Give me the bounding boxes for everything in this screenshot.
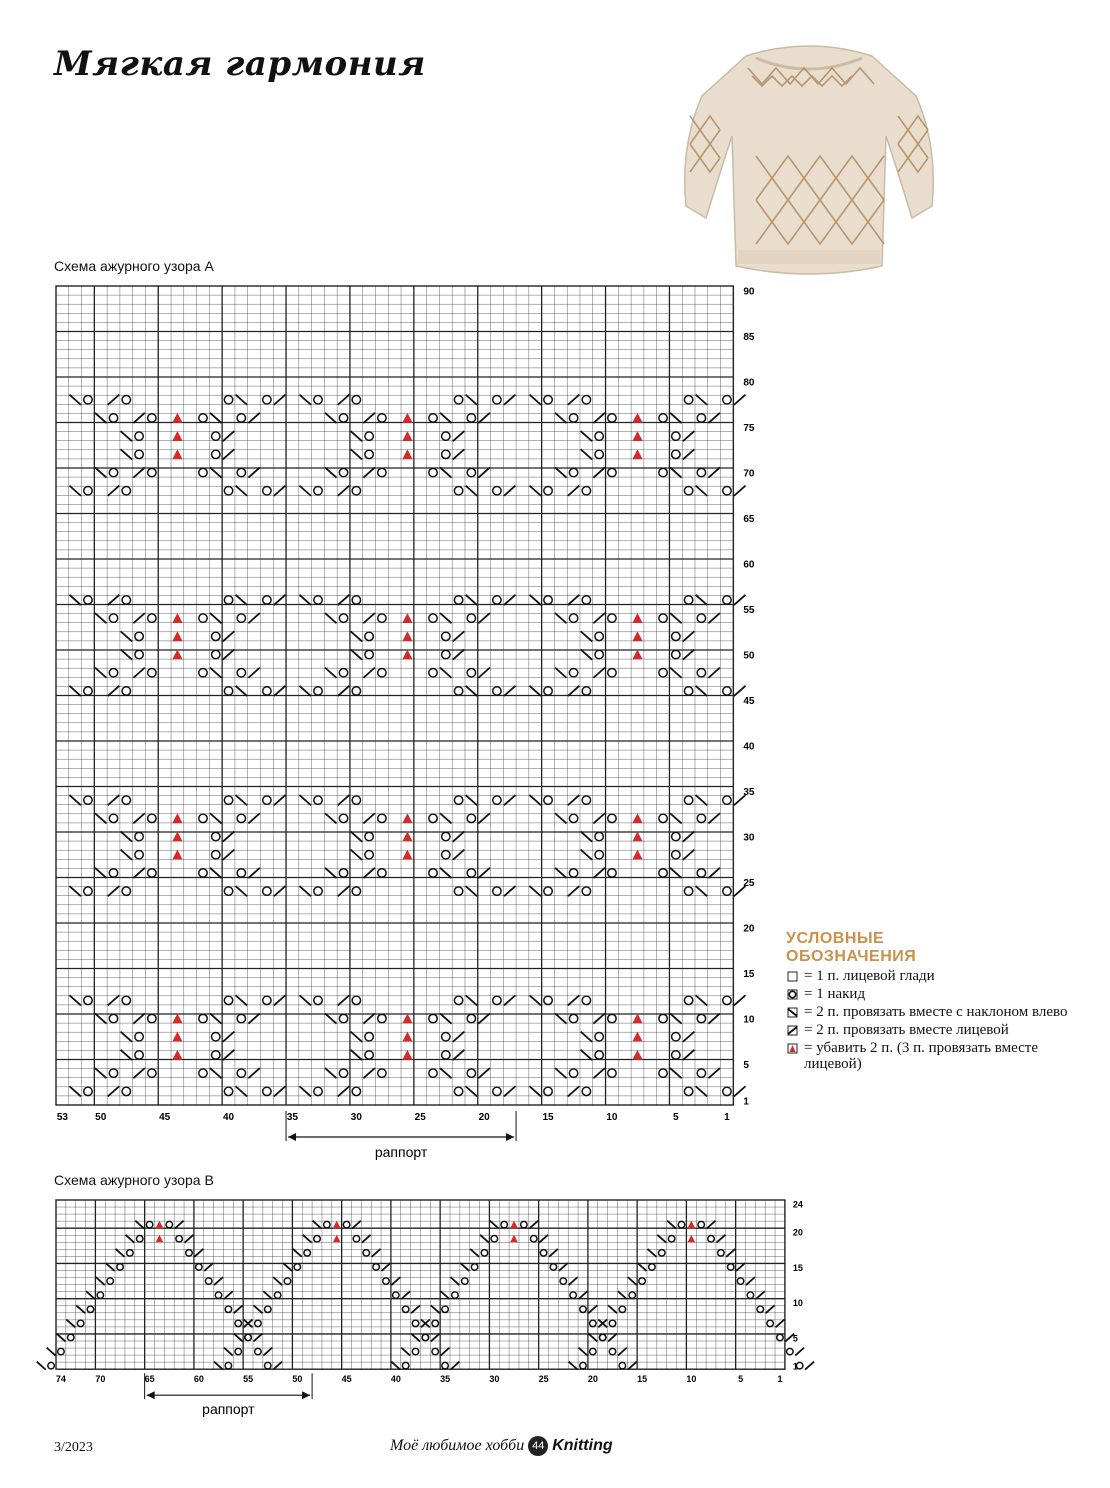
column-label: 1	[724, 1112, 730, 1123]
legend-item: = 2 п. провязать вместе лицевой	[786, 1022, 1086, 1038]
row-label: 50	[743, 650, 755, 662]
column-label: 30	[350, 1112, 362, 1123]
column-label: 55	[243, 1374, 254, 1385]
k2tog-right-mark	[734, 595, 746, 605]
row-label: 1	[743, 1096, 749, 1108]
column-label: 70	[95, 1374, 106, 1385]
column-label: 5	[673, 1112, 679, 1123]
column-label: 50	[95, 1112, 107, 1123]
column-label: 10	[686, 1374, 697, 1385]
row-label: 55	[743, 605, 755, 617]
legend-title-line1: УСЛОВНЫЕ	[786, 930, 885, 947]
legend-title-line2: ОБОЗНАЧЕНИЯ	[786, 948, 917, 965]
footer-magazine	[390, 1436, 613, 1456]
k2tog-right-mark	[795, 1348, 804, 1356]
k2tog-right-icon	[786, 1022, 800, 1038]
scheme-b-grid	[37, 1200, 814, 1418]
column-label: 20	[478, 1112, 490, 1123]
row-label: 85	[743, 332, 755, 344]
row-label: 20	[743, 923, 755, 935]
row-label: 20	[792, 1227, 803, 1238]
row-label: 45	[743, 696, 755, 708]
k2tog-right-mark	[805, 1362, 814, 1370]
page-title: Мягкая гармония	[54, 44, 426, 84]
column-label: 5	[738, 1374, 744, 1385]
row-label: 15	[743, 969, 755, 981]
scheme-b-caption: Схема ажурного узора B	[54, 1172, 214, 1188]
column-label: 50	[292, 1374, 303, 1385]
k2tog-right-mark	[734, 395, 746, 405]
k2tog-left-mark	[47, 1348, 56, 1356]
column-label: 53	[56, 1112, 68, 1123]
repeat-arrowhead	[147, 1391, 155, 1399]
page-number: 44	[528, 1436, 548, 1456]
column-label: 30	[489, 1374, 500, 1385]
row-label: 10	[743, 1014, 755, 1026]
column-label: 45	[159, 1112, 171, 1123]
k2tog-right-mark	[734, 486, 746, 496]
magazine-name: Моё любимое хобби	[390, 1437, 525, 1454]
row-label: 24	[792, 1199, 803, 1210]
column-label: 45	[341, 1374, 352, 1385]
k2tog-left-icon	[786, 1004, 800, 1020]
yarn-over-icon	[786, 986, 800, 1002]
legend-item: = 2 п. провязать вместе с наклоном влево	[786, 1004, 1086, 1020]
row-label: 80	[743, 377, 755, 389]
row-label: 25	[743, 878, 755, 890]
scheme-a-grid	[56, 286, 755, 1160]
k2tog-right-mark	[734, 686, 746, 696]
repeat-label: раппорт	[202, 1401, 255, 1418]
row-label: 60	[743, 559, 755, 571]
row-label: 75	[743, 423, 755, 435]
issue-number: 3/2023	[54, 1440, 93, 1455]
legend-item: = 1 п. лицевой глади	[786, 968, 1086, 984]
k2tog-right-mark	[734, 995, 746, 1005]
column-label: 65	[144, 1374, 155, 1385]
repeat-arrowhead	[288, 1133, 296, 1141]
column-label: 60	[193, 1374, 204, 1385]
legend	[786, 930, 1086, 1072]
row-label: 70	[743, 468, 755, 480]
column-label: 25	[414, 1112, 426, 1123]
column-label: 1	[777, 1374, 783, 1385]
column-label: 15	[542, 1112, 554, 1123]
row-label: 15	[792, 1262, 803, 1273]
column-label: 10	[606, 1112, 618, 1123]
legend-item: = 1 накид	[786, 986, 1086, 1002]
column-label: 25	[538, 1374, 549, 1385]
repeat-label: раппорт	[374, 1144, 428, 1160]
column-label: 40	[222, 1112, 235, 1123]
knit-square-icon	[786, 968, 800, 984]
column-label: 40	[390, 1374, 401, 1385]
decrease-icon	[786, 1040, 800, 1056]
yarn-over-mark	[787, 1348, 794, 1355]
column-label: 74	[55, 1374, 66, 1385]
yarn-over-mark	[48, 1362, 55, 1369]
row-label: 65	[743, 514, 755, 526]
brand-name: Knitting	[552, 1437, 613, 1454]
column-label: 35	[286, 1112, 298, 1123]
row-label: 10	[792, 1298, 803, 1309]
column-label: 35	[440, 1374, 451, 1385]
row-label: 30	[743, 832, 755, 844]
row-label: 5	[743, 1060, 749, 1072]
legend-item: = убавить 2 п. (3 п. провязать вместе лицевой)	[786, 1040, 1086, 1072]
row-label: 5	[792, 1333, 798, 1344]
row-label: 40	[743, 741, 755, 753]
k2tog-left-mark	[37, 1362, 46, 1370]
repeat-arrowhead	[506, 1133, 514, 1141]
k2tog-right-mark	[734, 1086, 746, 1096]
scheme-a-caption: Схема ажурного узора A	[54, 258, 214, 274]
column-label: 20	[587, 1374, 598, 1385]
column-label: 15	[637, 1374, 648, 1385]
repeat-arrowhead	[302, 1391, 310, 1399]
row-label: 1	[792, 1361, 798, 1372]
row-label: 90	[743, 286, 755, 298]
row-label: 35	[743, 787, 755, 799]
